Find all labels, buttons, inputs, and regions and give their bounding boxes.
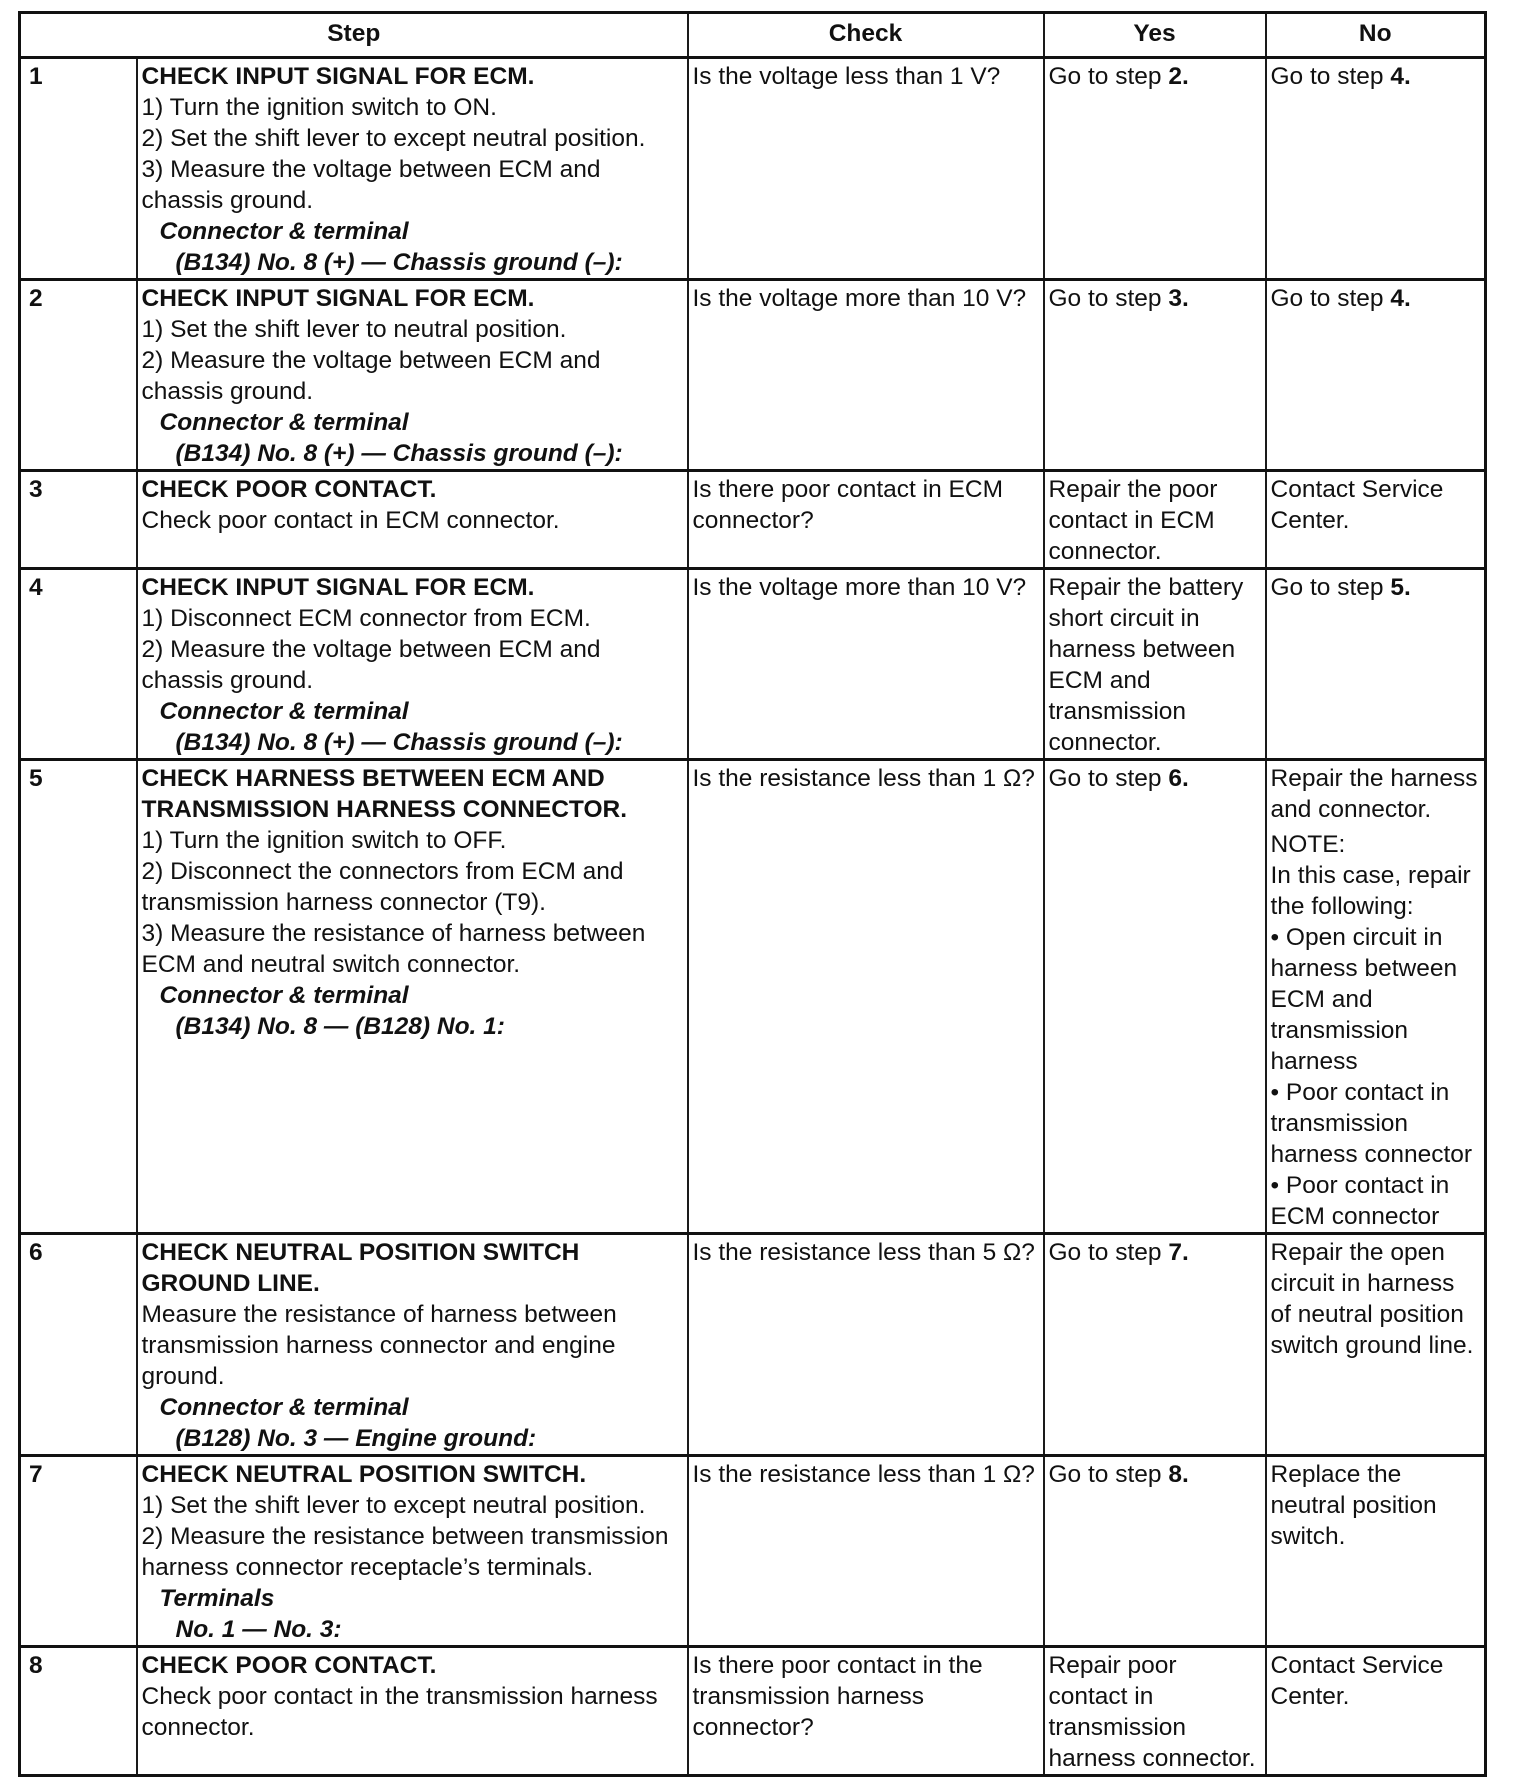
step-title: CHECK INPUT SIGNAL FOR ECM. <box>141 285 535 312</box>
step-title: CHECK NEUTRAL POSITION SWITCH. <box>141 1461 587 1488</box>
step-number-cell <box>20 280 137 471</box>
connector-value: No. 1 — No. 3: <box>175 1616 342 1643</box>
connector-label: Connector & terminal <box>159 409 409 436</box>
header-yes: Yes <box>1044 13 1266 58</box>
header-step: Step <box>20 13 688 58</box>
no-step-ref: 4. <box>1390 63 1411 90</box>
step-number-cell <box>20 1234 137 1456</box>
no-text: Repair the harness and connector. <box>1270 765 1478 823</box>
note-bullet: • Poor contact in ECM connector <box>1270 1172 1450 1230</box>
step-title: CHECK HARNESS BETWEEN ECM AND TRANSMISSION HARNESS CONNECTOR. <box>141 765 628 823</box>
no-text: Contact Service Center. <box>1270 1652 1444 1710</box>
step-instruction: 3) Measure the resistance of harness between ECM and neutral switch connector. <box>141 920 646 978</box>
diagnostic-table <box>18 11 1487 1777</box>
step-description-cell <box>137 1456 688 1647</box>
step-instruction: 1) Turn the ignition switch to ON. <box>141 94 497 121</box>
connector-label: Connector & terminal <box>159 218 409 245</box>
step-instruction: 1) Set the shift lever to except neutral position. <box>141 1492 646 1519</box>
check-cell: Is the resistance less than 1 Ω? <box>688 760 1044 1234</box>
step-title: CHECK INPUT SIGNAL FOR ECM. <box>141 574 535 601</box>
step-title: CHECK NEUTRAL POSITION SWITCH GROUND LINE. <box>141 1239 580 1297</box>
no-cell <box>1266 569 1486 760</box>
step-instruction: 2) Set the shift lever to except neutral position. <box>141 125 646 152</box>
step-instruction: Check poor contact in ECM connector. <box>141 507 560 534</box>
yes-text: Repair the battery short circuit in harness between ECM and transmission connector. <box>1048 574 1244 756</box>
header-row <box>20 13 1486 58</box>
no-cell <box>1266 58 1486 280</box>
check-cell: Is the resistance less than 1 Ω? <box>688 1456 1044 1647</box>
yes-cell <box>1044 280 1266 471</box>
yes-text: Go to step <box>1048 63 1162 90</box>
step-number-cell <box>20 1456 137 1647</box>
step-number-cell <box>20 1647 137 1776</box>
connector-label: Connector & terminal <box>159 1394 409 1421</box>
connector-label: Terminals <box>159 1585 275 1612</box>
table-row <box>20 280 1486 471</box>
no-cell <box>1266 760 1486 1234</box>
connector-value: (B134) No. 8 — (B128) No. 1: <box>175 1013 505 1040</box>
table-row <box>20 1647 1486 1776</box>
no-cell <box>1266 1234 1486 1456</box>
step-title: CHECK INPUT SIGNAL FOR ECM. <box>141 63 535 90</box>
no-text: Go to step <box>1270 574 1384 601</box>
no-cell <box>1266 471 1486 569</box>
step-instruction: 2) Measure the voltage between ECM and chassis ground. <box>141 636 601 694</box>
no-cell <box>1266 1647 1486 1776</box>
connector-label: Connector & terminal <box>159 982 409 1009</box>
no-text: Repair the open circuit in harness of neutral position switch ground line. <box>1270 1239 1474 1359</box>
table-row <box>20 1456 1486 1647</box>
table-row <box>20 1234 1486 1456</box>
note-label: NOTE: <box>1270 831 1346 858</box>
step-instruction: 1) Disconnect ECM connector from ECM. <box>141 605 591 632</box>
no-text: Replace the neutral position switch. <box>1270 1461 1437 1550</box>
step-description-cell <box>137 569 688 760</box>
step-number: 1 <box>29 63 43 90</box>
step-description-cell <box>137 1234 688 1456</box>
step-instruction: 2) Measure the voltage between ECM and chassis ground. <box>141 347 601 405</box>
check-cell: Is the resistance less than 5 Ω? <box>688 1234 1044 1456</box>
step-instruction: 1) Turn the ignition switch to OFF. <box>141 827 507 854</box>
step-description-cell <box>137 760 688 1234</box>
table-row <box>20 471 1486 569</box>
note-bullet: • Open circuit in harness between ECM and transmission harness <box>1270 924 1458 1075</box>
connector-label: Connector & terminal <box>159 698 409 725</box>
step-number-cell <box>20 471 137 569</box>
yes-text: Repair the poor contact in ECM connector. <box>1048 476 1218 565</box>
table-row <box>20 760 1486 1234</box>
step-number: 8 <box>29 1652 43 1679</box>
table-body <box>20 58 1486 1776</box>
step-number-cell <box>20 58 137 280</box>
step-number: 3 <box>29 476 43 503</box>
check-cell: Is there poor contact in the transmission harness connector? <box>688 1647 1044 1776</box>
yes-cell <box>1044 760 1266 1234</box>
header-no: No <box>1266 13 1486 58</box>
step-number: 2 <box>29 285 43 312</box>
step-number: 6 <box>29 1239 43 1266</box>
step-instruction: 3) Measure the voltage between ECM and chassis ground. <box>141 156 601 214</box>
check-cell: Is the voltage more than 10 V? <box>688 569 1044 760</box>
table-row <box>20 569 1486 760</box>
yes-text: Go to step <box>1048 285 1162 312</box>
yes-text: Go to step <box>1048 765 1162 792</box>
connector-value: (B134) No. 8 (+) — Chassis ground (–): <box>175 249 623 276</box>
step-instruction: Check poor contact in the transmission harness connector. <box>141 1683 658 1741</box>
yes-text: Repair poor contact in transmission harness connector. <box>1048 1652 1256 1772</box>
step-number-cell <box>20 569 137 760</box>
check-cell: Is the voltage less than 1 V? <box>688 58 1044 280</box>
yes-text: Go to step <box>1048 1239 1162 1266</box>
no-text: Contact Service Center. <box>1270 476 1444 534</box>
no-cell <box>1266 1456 1486 1647</box>
step-description-cell <box>137 1647 688 1776</box>
check-cell: Is the voltage more than 10 V? <box>688 280 1044 471</box>
step-instruction: 2) Disconnect the connectors from ECM and transmission harness connector (T9). <box>141 858 624 916</box>
yes-step-ref: 6. <box>1168 765 1189 792</box>
no-text: Go to step <box>1270 285 1384 312</box>
yes-cell <box>1044 1456 1266 1647</box>
step-number: 5 <box>29 765 43 792</box>
yes-step-ref: 2. <box>1168 63 1189 90</box>
header-check: Check <box>688 13 1044 58</box>
step-number: 7 <box>29 1461 43 1488</box>
no-text: Go to step <box>1270 63 1384 90</box>
connector-value: (B134) No. 8 (+) — Chassis ground (–): <box>175 729 623 756</box>
step-description-cell <box>137 280 688 471</box>
yes-step-ref: 3. <box>1168 285 1189 312</box>
note-text: In this case, repair the following: <box>1270 862 1471 920</box>
step-instruction: Measure the resistance of harness between transmission harness connector and engine ground. <box>141 1301 617 1390</box>
step-instruction: 2) Measure the resistance between transmission harness connector receptacle’s terminals. <box>141 1523 669 1581</box>
step-number-cell <box>20 760 137 1234</box>
yes-cell <box>1044 58 1266 280</box>
connector-value: (B128) No. 3 — Engine ground: <box>175 1425 537 1452</box>
yes-cell <box>1044 569 1266 760</box>
yes-cell <box>1044 1647 1266 1776</box>
note-bullet: • Poor contact in transmission harness connector <box>1270 1079 1473 1168</box>
table-row <box>20 58 1486 280</box>
step-instruction: 1) Set the shift lever to neutral position. <box>141 316 567 343</box>
yes-cell <box>1044 471 1266 569</box>
yes-cell <box>1044 1234 1266 1456</box>
yes-text: Go to step <box>1048 1461 1162 1488</box>
no-step-ref: 4. <box>1390 285 1411 312</box>
step-title: CHECK POOR CONTACT. <box>141 1652 437 1679</box>
no-cell <box>1266 280 1486 471</box>
yes-step-ref: 8. <box>1168 1461 1189 1488</box>
no-step-ref: 5. <box>1390 574 1411 601</box>
diagnostic-procedure-document <box>18 11 1484 1777</box>
step-description-cell <box>137 58 688 280</box>
step-title: CHECK POOR CONTACT. <box>141 476 437 503</box>
check-cell: Is there poor contact in ECM connector? <box>688 471 1044 569</box>
step-number: 4 <box>29 574 43 601</box>
yes-step-ref: 7. <box>1168 1239 1189 1266</box>
step-description-cell <box>137 471 688 569</box>
connector-value: (B134) No. 8 (+) — Chassis ground (–): <box>175 440 623 467</box>
